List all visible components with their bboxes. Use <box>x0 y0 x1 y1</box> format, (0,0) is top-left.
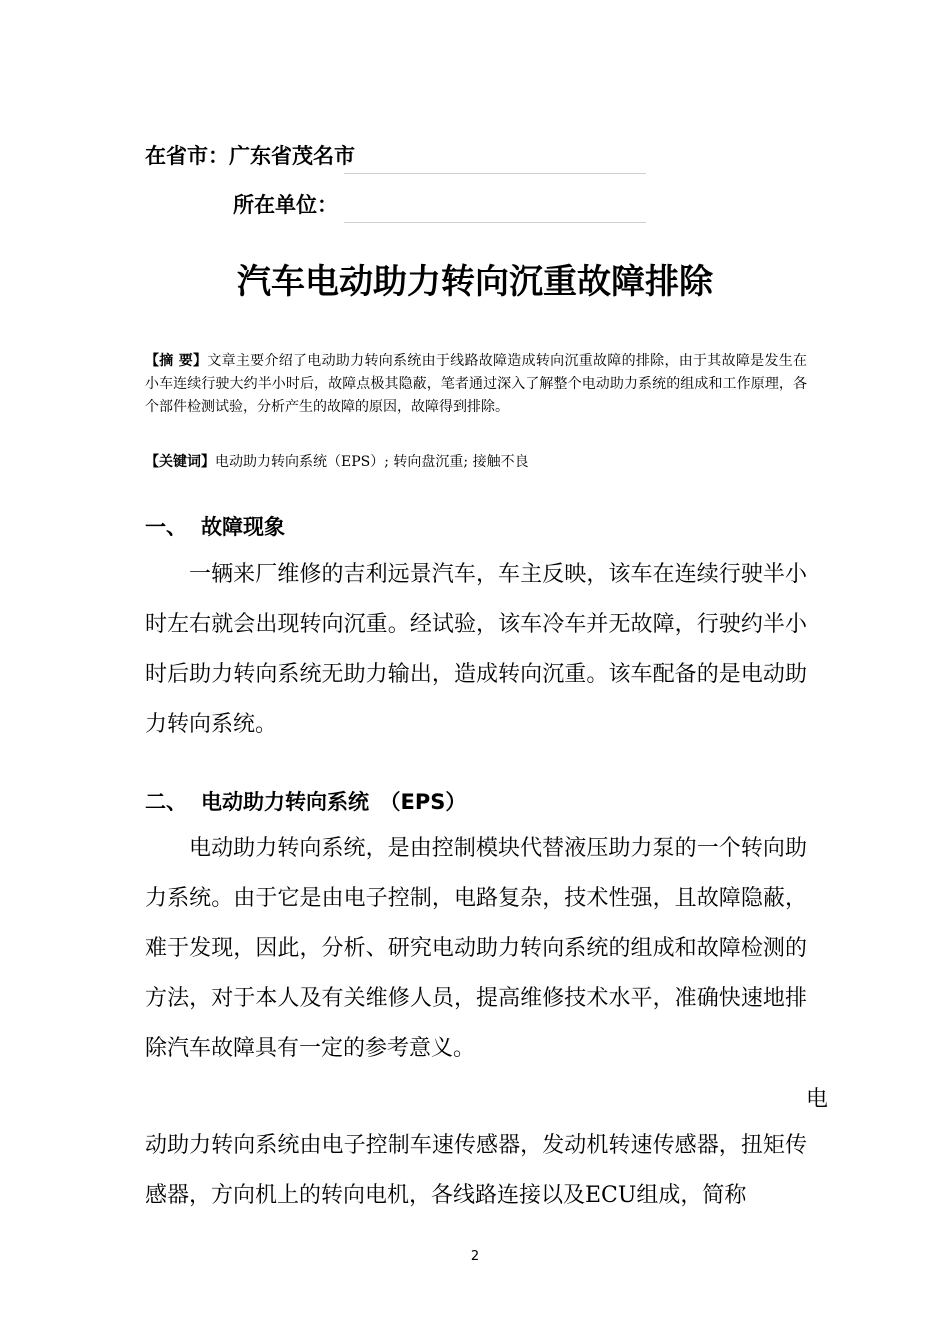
section-paragraph-2: 电动助力转向系统，是由控制模块代替液压助力泵的一个转向助力系统。由于它是由电子控制，电路复杂，技术性强，且故障隐蔽，难于发现，因此，分析、研究电动助力转向系统的组成和故障检测的方法，对于本人及有关维修人员，提高维修技术水平，准确快速地排除汽车故障具有一定的参考意义。 <box>145 836 807 1061</box>
keywords-block <box>145 451 807 474</box>
section-number-2: 二、 <box>145 790 187 814</box>
location-label: 在省市： <box>145 144 229 168</box>
location-value: 广东省茂名市 <box>229 144 355 168</box>
unit-underline <box>344 222 646 223</box>
keywords-text: 电动助力转向系统（EPS）; 转向盘沉重; 接触不良 <box>215 454 529 470</box>
section-title-2: 电动助力转向系统 （EPS） <box>201 790 467 814</box>
section-heading-1 <box>145 511 285 541</box>
section-number-1: 一、 <box>145 515 187 539</box>
section-title-1: 故障现象 <box>201 515 285 539</box>
split-character: 电 <box>806 1087 829 1112</box>
continuation-paragraph: 动助力转向系统由电子控制车速传感器，发动机转速传感器，扭矩传感器，方向机上的转向电机，各线路连接以及ECU组成，简称 <box>145 1133 807 1208</box>
section-heading-2 <box>145 786 466 816</box>
unit-label: 所在单位： <box>233 193 338 217</box>
section-paragraph-1: 一辆来厂维修的吉利远景汽车，车主反映，该车在连续行驶半小时左右就会出现转向沉重。经试验，该车冷车并无故障，行驶约半小时后助力转向系统无助力输出，造成转向沉重。该车配备的是电动助力转向系统。 <box>145 562 807 737</box>
abstract-text: 文章主要介绍了电动助力转向系统由于线路故障造成转向沉重故障的排除，由于其故障是发生在小车连续行驶大约半小时后，故障点极其隐蔽，笔者通过深入了解整个电动助力系统的组成和工作原理，各个部件检测试验，分析产生的故障的原因，故障得到排除。 <box>145 353 808 415</box>
keywords-tag: 【关键词】 <box>145 454 215 470</box>
location-underline <box>344 173 646 174</box>
abstract-block <box>145 350 807 419</box>
page-title: 汽车电动助力转向沉重故障排除 <box>237 262 713 302</box>
location-line <box>145 140 355 170</box>
page-number: 2 <box>470 1249 480 1264</box>
abstract-tag: 【摘 要】 <box>145 353 208 369</box>
